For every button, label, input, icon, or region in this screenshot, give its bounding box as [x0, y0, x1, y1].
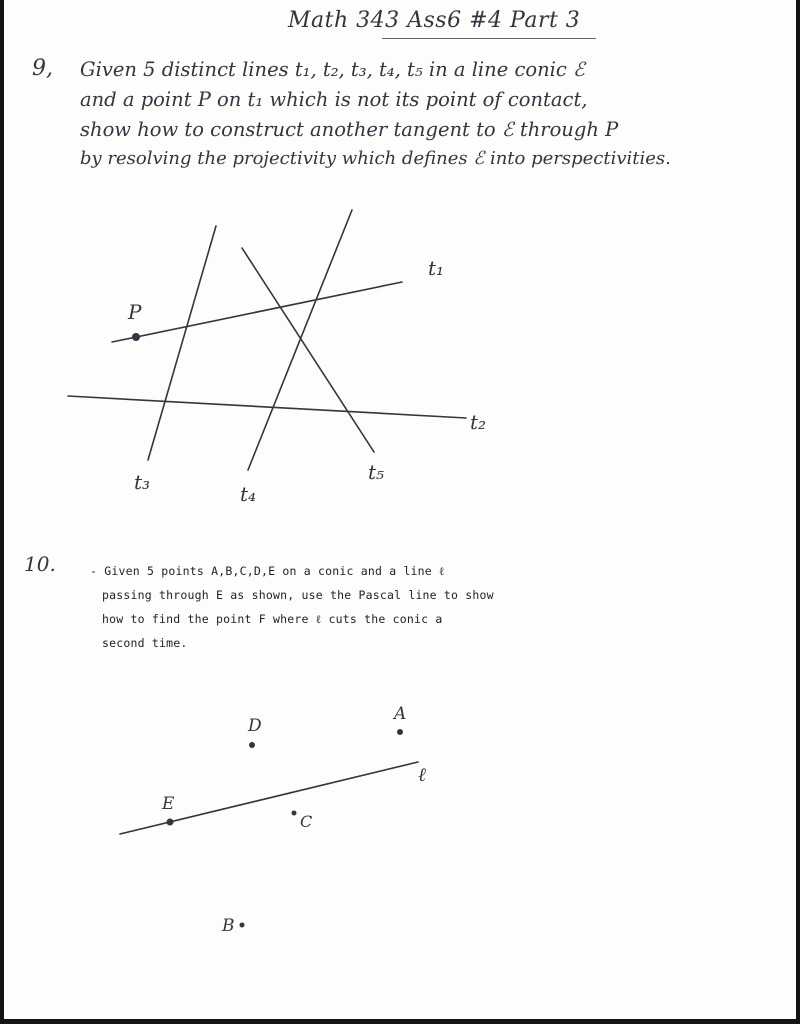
page-title: Math 343 Ass6 #4 Part 3: [288, 8, 581, 33]
line-t5: [242, 248, 374, 452]
line-t3-label: t₃: [134, 470, 151, 494]
point-a-label: A: [394, 704, 407, 724]
point-e-dot: [167, 819, 174, 826]
line-l-label: ℓ: [418, 764, 426, 786]
q10-text-line: how to find the point F where ℓ cuts the conic a: [102, 612, 443, 626]
point-d-label: D: [248, 716, 262, 736]
q10-text-line: second time.: [102, 636, 188, 650]
q9-text-line: and a point P on t₁ which is not its point of contact,: [80, 88, 588, 111]
line-t5-label: t₅: [368, 460, 385, 484]
point-p-dot: [132, 333, 140, 341]
line-t1-label: t₁: [428, 256, 445, 280]
line-t4: [248, 210, 352, 470]
point-a-dot: [397, 729, 403, 735]
line-t1: [112, 282, 402, 342]
point-p-label: P: [128, 300, 142, 324]
line-t2: [68, 396, 466, 418]
q10-text-line: passing through E as shown, use the Pascal line to show: [102, 588, 494, 602]
q10-number: 10.: [24, 552, 56, 576]
line-t3: [148, 226, 216, 460]
point-b-label: B: [222, 916, 235, 936]
point-e-label: E: [162, 794, 175, 814]
point-d-dot: [249, 742, 255, 748]
line-t2-label: t₂: [470, 410, 487, 434]
worksheet-page: [4, 0, 796, 1019]
q9-text-line: by resolving the projectivity which defines ℰ into perspectivities.: [80, 148, 671, 169]
point-b-dot: [240, 923, 245, 928]
point-c-label: C: [300, 812, 313, 831]
q9-figure: [4, 0, 796, 1019]
q9-text-line: show how to construct another tangent to ℰ through P: [80, 118, 619, 141]
line-t4-label: t₄: [240, 482, 257, 506]
q10-text-line: - Given 5 points A,B,C,D,E on a conic and a line ℓ: [90, 564, 445, 578]
q9-number: 9,: [32, 56, 53, 81]
point-c-dot: [292, 811, 297, 816]
q9-text-line: Given 5 distinct lines t₁, t₂, t₃, t₄, t₅ in a line conic ℰ: [80, 58, 585, 81]
